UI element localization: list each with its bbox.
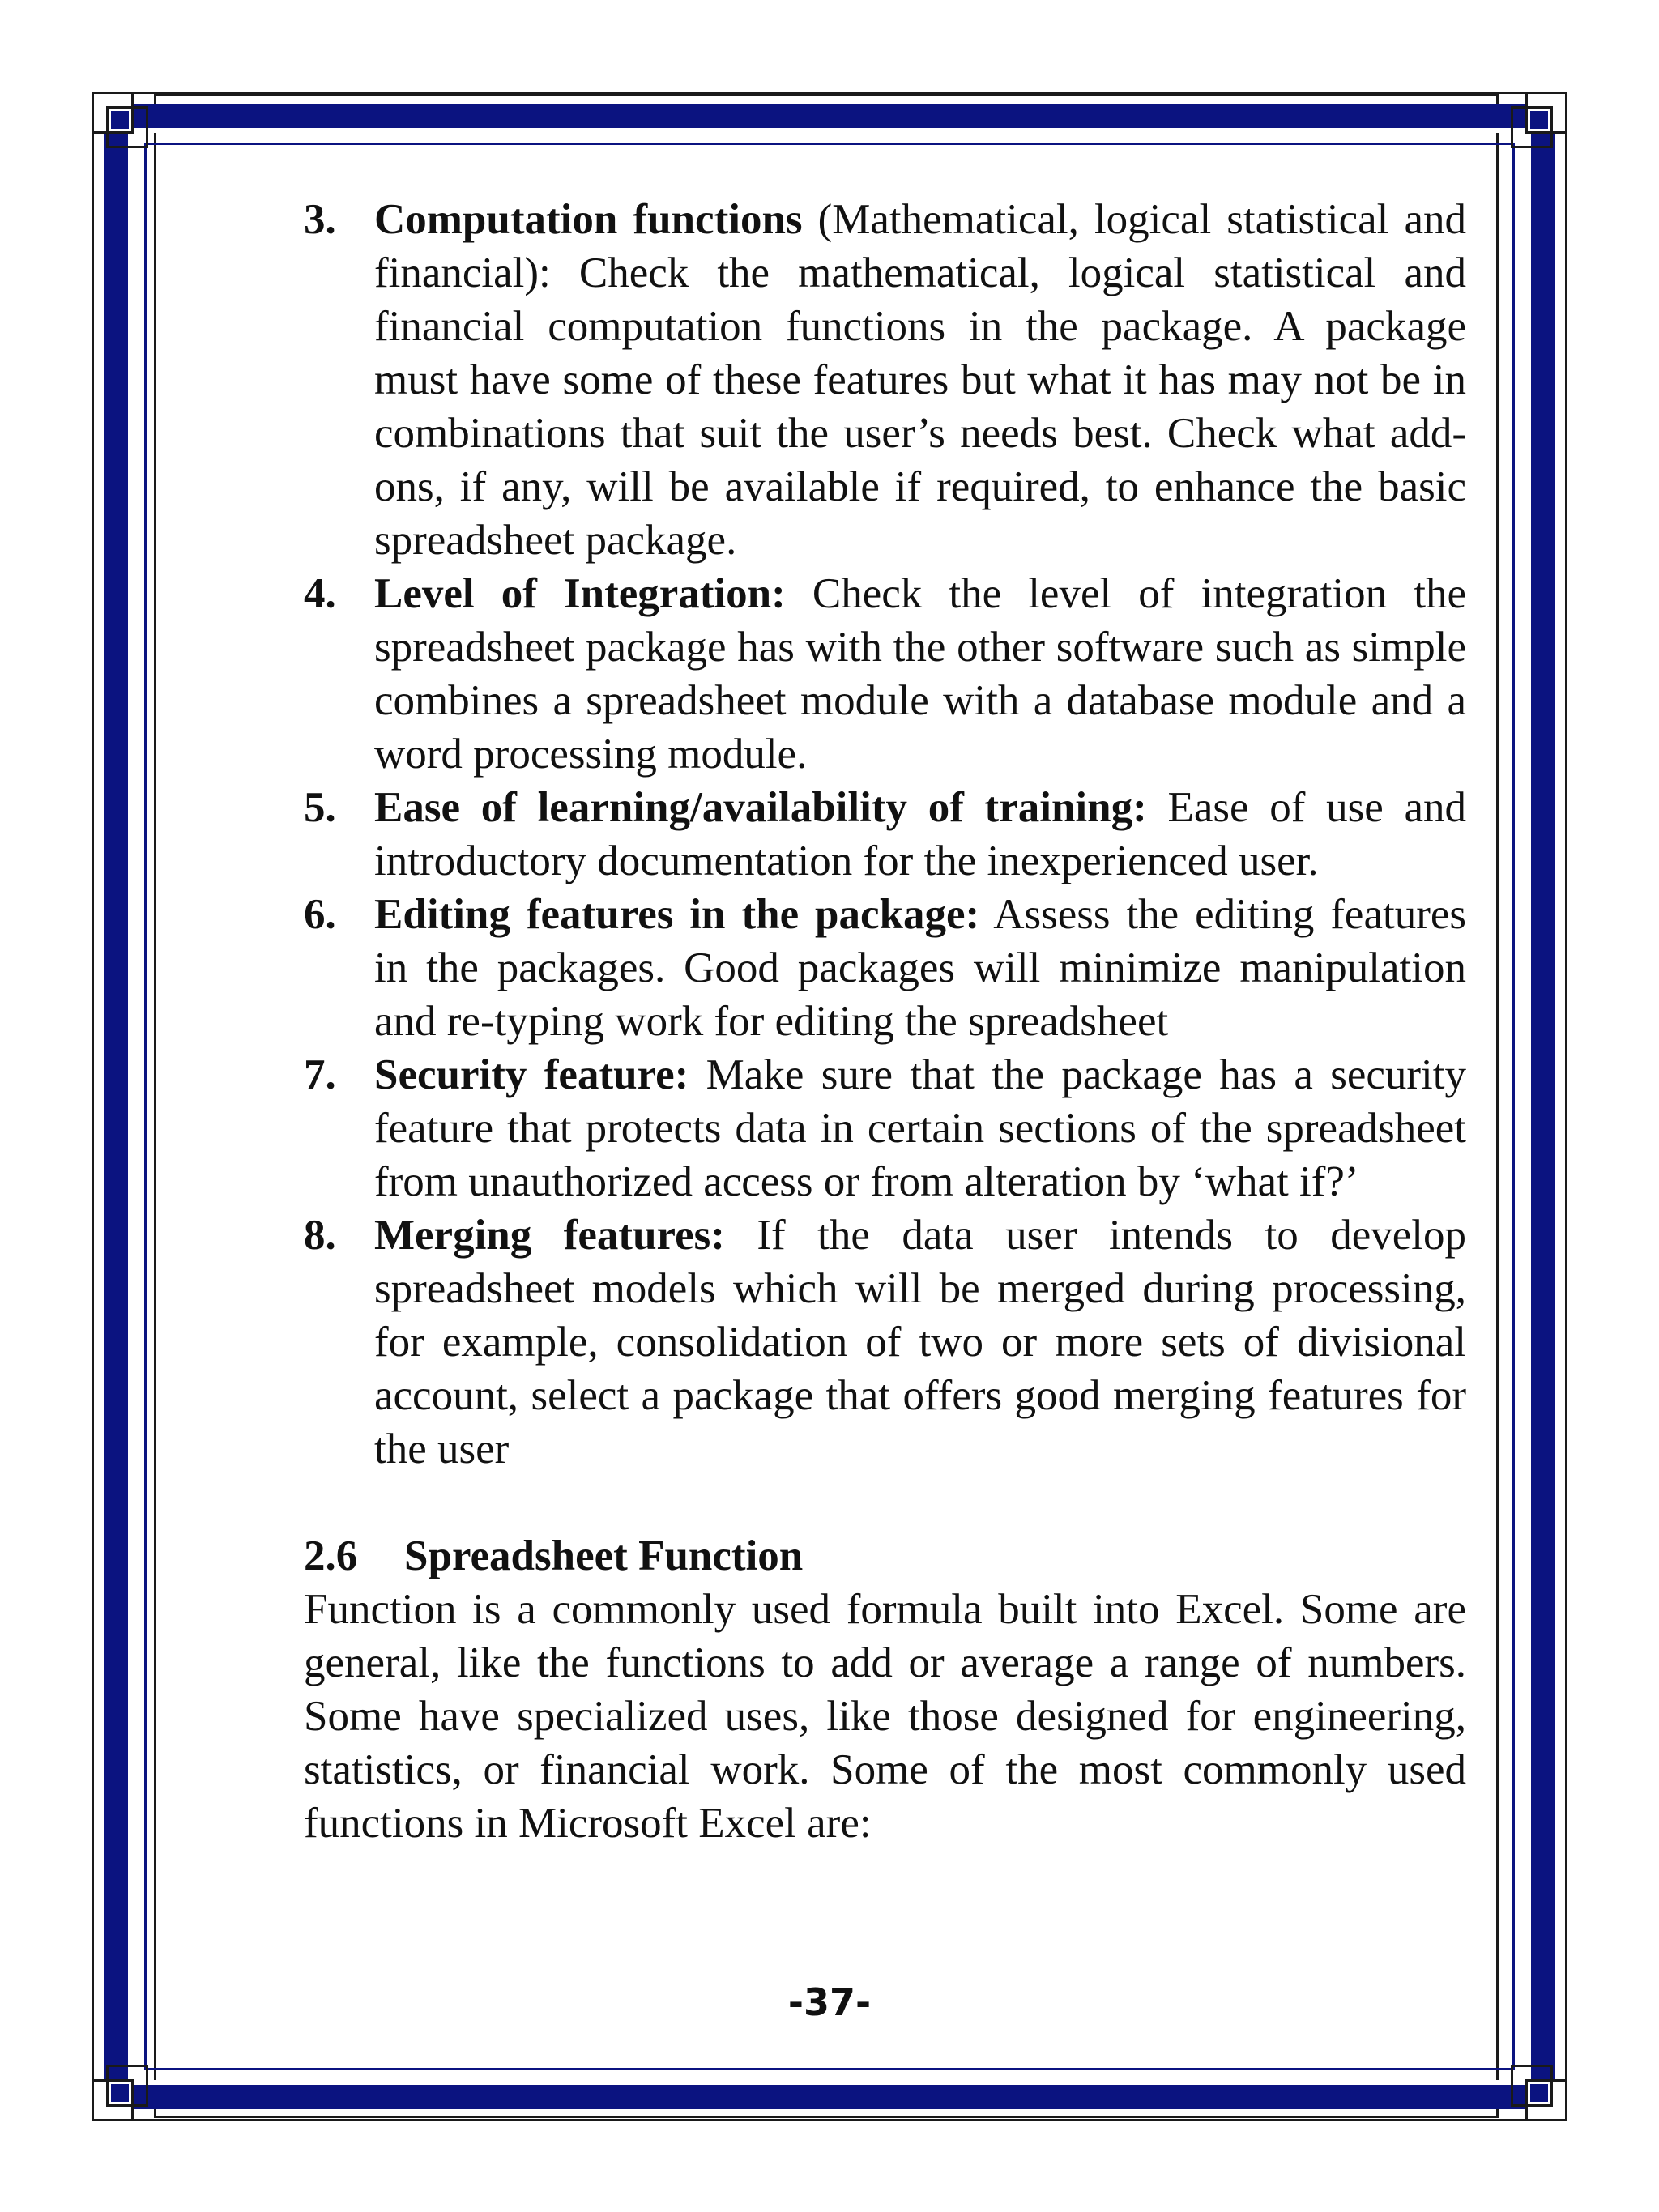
page-number: -37- [787,1980,872,2024]
border-corner-ornament-top-left [92,92,150,150]
list-item [304,1048,1466,1208]
list-item-term: Ease of learning/availability of training: [374,784,1147,831]
list-item-number: 4. [304,570,336,617]
list-item-term: Merging features: [374,1212,725,1259]
section-number: 2.6 [304,1532,358,1579]
section-title: Spreadsheet Function [404,1532,804,1579]
list-item-text: Make sure that the package has a security feature that protects data in certain sections of the spreadsheet from unauthorized access or from alteration by ‘what if?’ [374,1051,1466,1205]
list-item-term: Computation functions [374,196,803,243]
list-item [304,193,1466,567]
list-item-number: 5. [304,784,336,831]
list-item-term: Security feature: [374,1051,689,1098]
border-corner-ornament-top-right [1509,92,1567,150]
list-item-text: Assess the editing features in the packages. Good packages will minimize manipulation and re-typing work for editing the spreadsheet [374,891,1466,1045]
list-item-term: Level of Integration: [374,570,786,617]
list-item-term: Editing features in the package: [374,891,980,938]
list-item-number: 7. [304,1051,336,1098]
list-item-number: 8. [304,1212,336,1259]
border-corner-ornament-bottom-right [1509,2063,1567,2121]
page-content [304,193,1466,1850]
list-item [304,1208,1466,1476]
list-item [304,567,1466,781]
list-item-text: (Mathematical, logical statistical and financial): Check the mathematical, logical statistical and financial computation functions in the package. A package must have some of these features but what it has may not be in combinations that suit the user’s needs best. Check what add-ons, if any, will be available if required, to enhance the basic spreadsheet package. [374,196,1466,564]
list-item [304,781,1466,888]
section-heading [304,1529,1466,1583]
list-item-text: Ease of use and introductory documentation for the inexperienced user. [374,784,1467,884]
list-item-number: 6. [304,891,336,938]
border-corner-ornament-bottom-left [92,2063,150,2121]
list-item-text: Check the level of integration the spreadsheet package has with the other software such as simple combines a spreadsheet module with a database module and a word processing module. [374,570,1466,778]
list-item-number: 3. [304,196,336,243]
list-item [304,888,1466,1048]
section-body-paragraph: Function is a commonly used formula built into Excel. Some are general, like the functions to add or average a range of numbers. Some have specialized uses, like those designed for engineering, statistics, or financial work. Some of the most commonly used functions in Microsoft Excel are: [304,1586,1466,1847]
list-item-text: If the data user intends to develop spreadsheet models which will be merged during processing, for example, consolidation of two or more sets of divisional account, select a package that offers good merging features for the user [374,1212,1467,1473]
